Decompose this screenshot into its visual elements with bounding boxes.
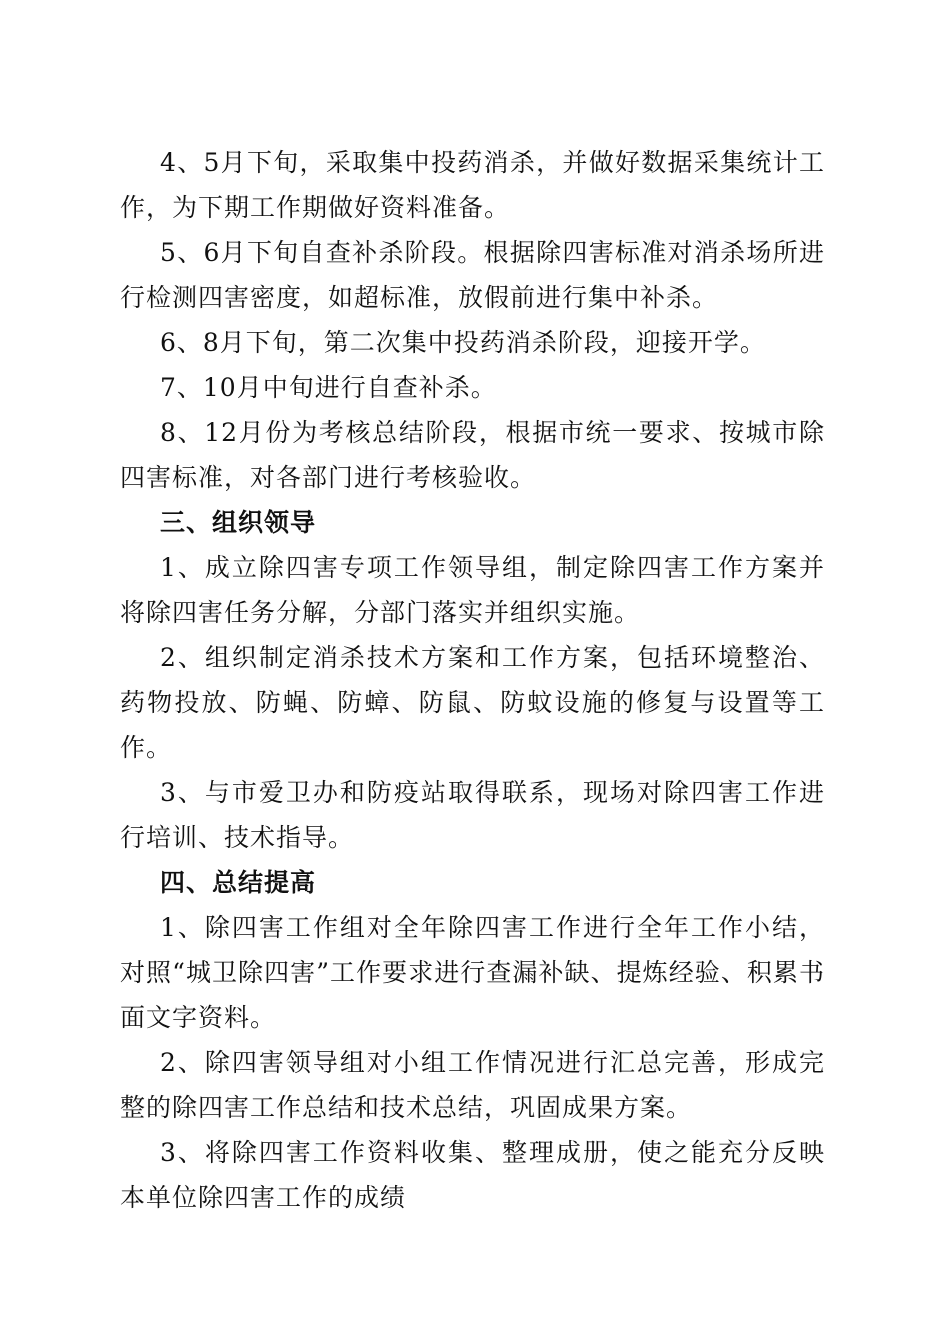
summary-item-2: 2、除四害领导组对小组工作情况进行汇总完善，形成完整的除四害工作总结和技术总结，巩固成果方案。: [120, 1048, 825, 1122]
section-heading-summary: 四、总结提高: [160, 868, 317, 897]
document-page: [120, 140, 825, 1220]
schedule-item-5: 5、6月下旬自查补杀阶段。根据除四害标准对消杀场所进行检测四害密度，如超标准，放假前进行集中补杀。: [120, 238, 825, 312]
section-heading-organization: 三、组织领导: [160, 508, 317, 537]
schedule-item-8: 8、12月份为考核总结阶段，根据市统一要求、按城市除四害标准，对各部门进行考核验收。: [120, 418, 825, 492]
summary-item-1: 1、除四害工作组对全年除四害工作进行全年工作小结，对照“城卫除四害”工作要求进行查漏补缺、提炼经验、积累书面文字资料。: [120, 913, 825, 1032]
organization-item-1: 1、成立除四害专项工作领导组，制定除四害工作方案并将除四害任务分解，分部门落实并组织实施。: [120, 553, 825, 627]
schedule-item-6: 6、8月下旬，第二次集中投药消杀阶段，迎接开学。: [160, 328, 766, 357]
summary-item-3: 3、将除四害工作资料收集、整理成册，使之能充分反映本单位除四害工作的成绩: [120, 1138, 825, 1212]
organization-item-3: 3、与市爱卫办和防疫站取得联系，现场对除四害工作进行培训、技术指导。: [120, 778, 825, 852]
schedule-item-4: 4、5月下旬，采取集中投药消杀，并做好数据采集统计工作，为下期工作期做好资料准备。: [120, 148, 825, 222]
schedule-item-7: 7、10月中旬进行自查补杀。: [160, 373, 497, 402]
organization-item-2: 2、组织制定消杀技术方案和工作方案，包括环境整治、药物投放、防蝇、防蟑、防鼠、防蚊设施的修复与设置等工作。: [120, 643, 825, 762]
